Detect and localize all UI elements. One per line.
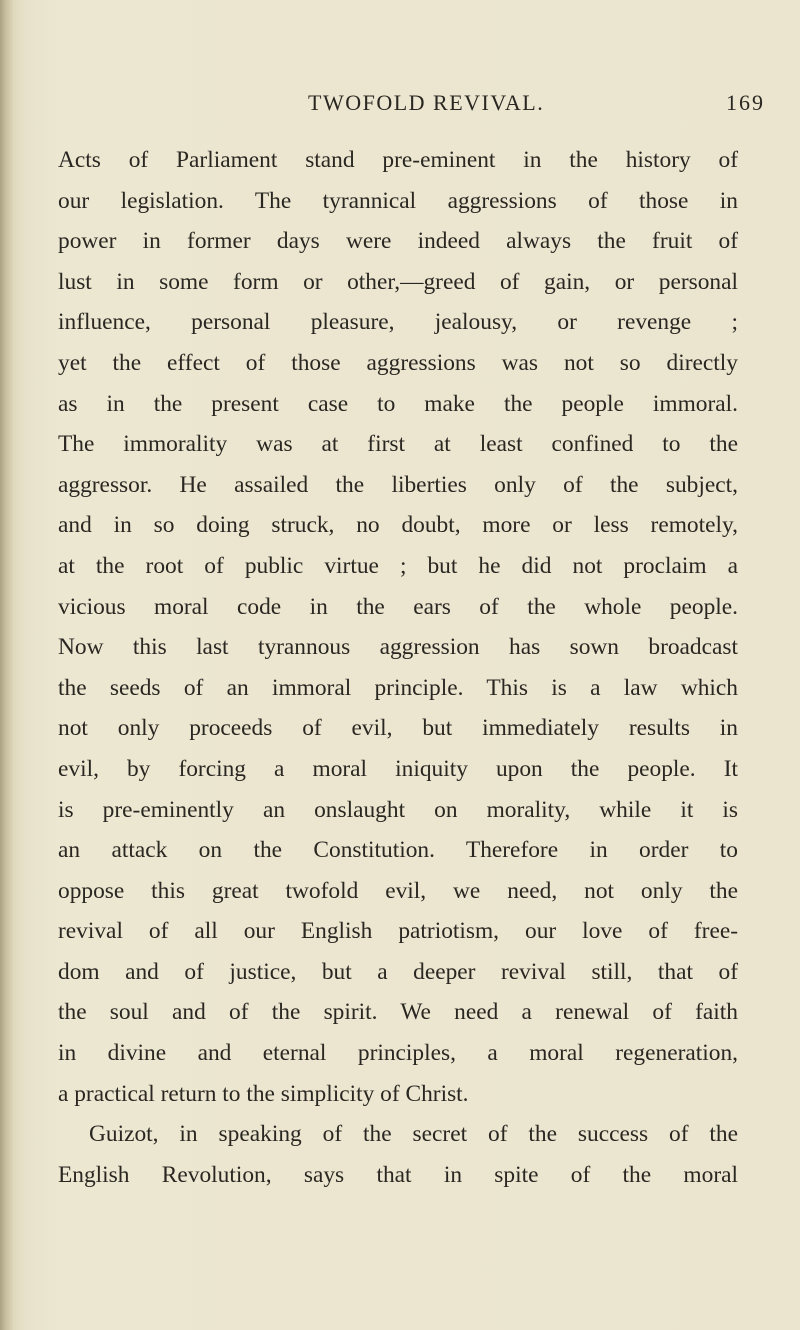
text-line: The immorality was at first at least confined to the bbox=[58, 431, 738, 458]
text-line: power in former days were indeed always the fruit of bbox=[58, 228, 738, 255]
text-line: Acts of Parliament stand pre-eminent in the history of bbox=[58, 147, 738, 173]
text-line: and in so doing struck, no doubt, more or less remotely, bbox=[58, 512, 738, 539]
text-line: a practical return to the simplicity of Christ. bbox=[58, 1080, 469, 1107]
text-line: is pre-eminently an onslaught on morality, while it is bbox=[58, 796, 738, 823]
text-line: in divine and eternal principles, a moral regeneration, bbox=[58, 1040, 738, 1067]
text-line: lust in some form or other,—greed of gain, or personal bbox=[58, 268, 738, 295]
text-line: revival of all our English patriotism, our love of free- bbox=[58, 918, 738, 945]
page-number: 169 bbox=[726, 90, 765, 115]
text-line: dom and of justice, but a deeper revival still, that of bbox=[58, 958, 738, 985]
text-line: influence, personal pleasure, jealousy, or revenge ; bbox=[58, 309, 738, 336]
text-line: aggressor. He assailed the liberties only of the subject, bbox=[58, 471, 738, 498]
text-line: an attack on the Constitution. Therefore in order to bbox=[58, 837, 738, 864]
running-head bbox=[0, 90, 800, 120]
text-line: not only proceeds of evil, but immediately results in bbox=[58, 715, 738, 742]
text-line: yet the effect of those aggressions was not so directly bbox=[58, 349, 738, 376]
text-line: oppose this great twofold evil, we need, not only the bbox=[58, 877, 738, 904]
text-line: as in the present case to make the people immoral. bbox=[58, 390, 738, 417]
text-line: at the root of public virtue ; but he did not proclaim a bbox=[58, 552, 738, 579]
text-line: the soul and of the spirit. We need a renewal of faith bbox=[58, 999, 738, 1026]
running-title: TWOFOLD REVIVAL. bbox=[308, 90, 545, 115]
body-text bbox=[58, 140, 738, 1195]
paragraph-first-line: Guizot, in speaking of the secret of the success of the bbox=[89, 1121, 738, 1148]
page-gutter-shadow bbox=[0, 0, 14, 1330]
text-line: vicious moral code in the ears of the whole people. bbox=[58, 593, 738, 620]
text-line: English Revolution, says that in spite of the moral bbox=[58, 1161, 738, 1188]
text-line: Now this last tyrannous aggression has sown broadcast bbox=[58, 634, 738, 661]
text-line: our legislation. The tyrannical aggressions of those in bbox=[58, 187, 738, 214]
text-line: the seeds of an immoral principle. This is a law which bbox=[58, 674, 738, 701]
text-line: evil, by forcing a moral iniquity upon the people. It bbox=[58, 755, 738, 782]
